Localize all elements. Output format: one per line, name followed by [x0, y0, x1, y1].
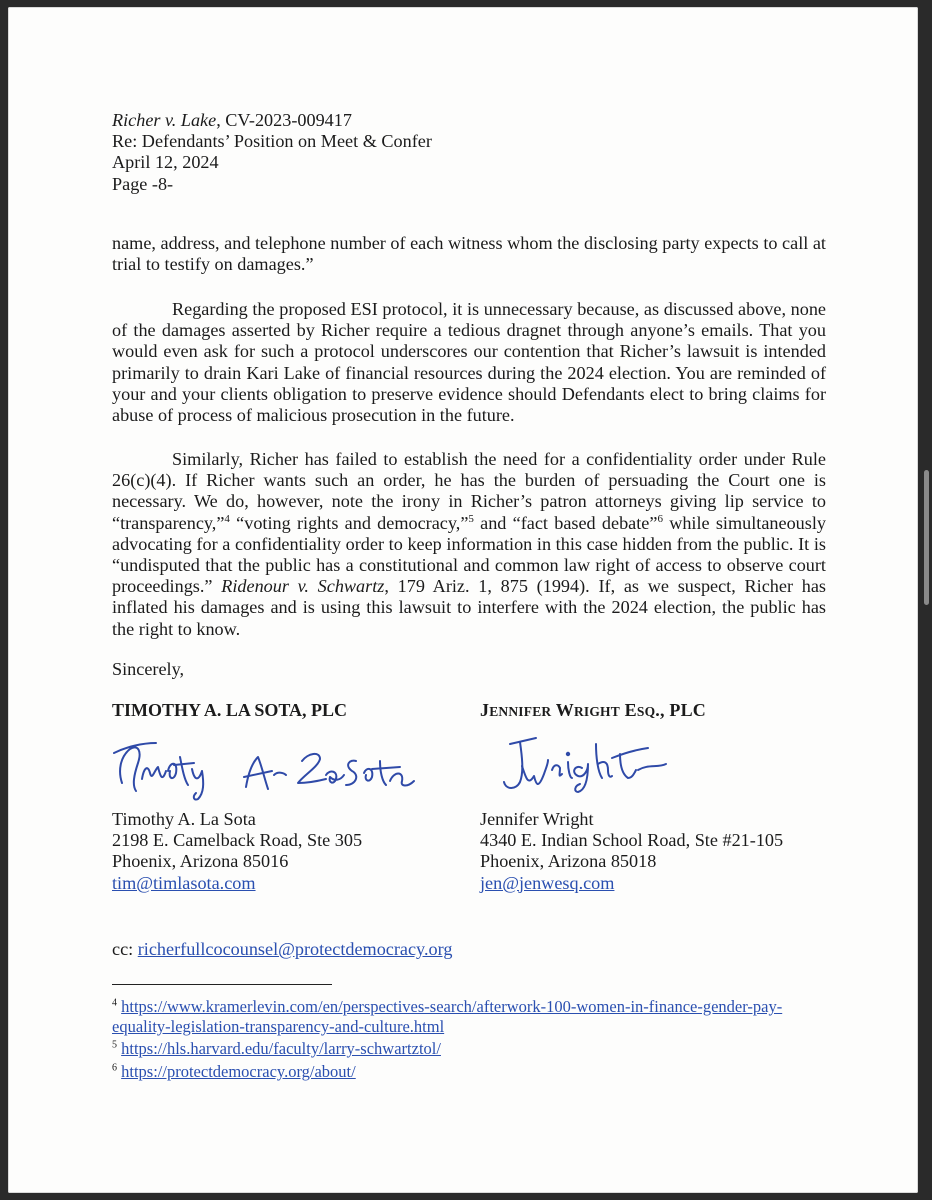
subject-line: Re: Defendants’ Position on Meet & Confer — [112, 131, 432, 152]
paragraph-1: name, address, and telephone number of each witness whom the disclosing party expects to call at trial to testify on damages.” — [112, 233, 826, 275]
paragraph-2: Regarding the proposed ESI protocol, it is unnecessary because, as discussed above, none of the damages asserted by Richer require a tedious dragnet through anyone’s emails. That you would even ask for such a protocol underscores our contention that Richer’s lawsuit is intended primarily to drain Kari Lake of financial resources during the 2024 election. You are reminded of your and your clients obligation to preserve evidence should Defendants elect to bring claims for abuse of process of malicious prosecution in the future. — [112, 299, 826, 426]
footnote-6-link[interactable]: https://protectdemocracy.org/about/ — [121, 1062, 356, 1081]
cc-label: cc: — [112, 939, 138, 959]
letter-header — [112, 110, 432, 195]
signature-left-text: Timothy A. La Sota — [108, 731, 116, 732]
footnote-6: $^6$ https://protectdemocracy.org/about/ — [112, 1062, 356, 1081]
signature-right — [498, 734, 688, 796]
case-name: Richer v. Lake — [112, 110, 217, 130]
address-line-1-left: 2198 E. Camelback Road, Ste 305 — [112, 830, 363, 851]
attorney-name-left: Timothy A. La Sota — [112, 809, 256, 829]
firm-name-right: JENNIFER WRIGHT ESQ., PLC — [480, 700, 706, 720]
email-link-right[interactable]: jen@jenwesq.com — [480, 872, 615, 893]
case-citation: Ridenour v. Schwartz — [221, 576, 385, 597]
letter-date: April 12, 2024 — [112, 152, 219, 173]
signature-block-right — [480, 809, 783, 894]
address-line-1-right: 4340 E. Indian School Road, Ste #21-105 — [480, 830, 784, 851]
signature-right-text: JWright — [498, 734, 502, 735]
signature-block-left — [112, 809, 362, 894]
footnote-5: $^5$ https://hls.harvard.edu/faculty/larry-schwartztol/ — [112, 1039, 441, 1058]
firm-name-left: TIMOTHY A. LA SOTA, PLC — [112, 700, 348, 720]
footnote-divider — [112, 984, 332, 985]
closing: Sincerely, — [112, 659, 185, 679]
email-link-left[interactable]: tim@timlasota.com — [112, 872, 256, 893]
document-page — [8, 7, 918, 1193]
cc-line — [112, 939, 452, 960]
footnote-ref-5: 5 — [468, 512, 474, 525]
cc-email-link[interactable]: richerfullcocounsel@protectdemocracy.org — [137, 939, 453, 959]
address-line-2-left: Phoenix, Arizona 85016 — [112, 851, 289, 872]
footnote-4: $^4$ https://www.kramerlevin.com/en/perspectives-search/afterwork-100-women-in-finance-gender-pay-equality-legislation-transparency-and-culture.html — [112, 997, 783, 1036]
paragraph-3: Similarly, Richer has failed to establish the need for a confidentiality order under Rule 26(c)(4). If Richer wants such an order, he has the burden of persuading the Court one is necessary. We do, however, note the irony in Richer’s patron attorneys giving lip service to “transparency,”$^4$ “voting rights and democracy,”$^5$ and “fact based debate”$^6$ while simultaneously advocating for a confidentiality order to keep information in this case hidden from the public. It is “undisputed that the public has a constitutional and common law right of access to observe court proceedings.” Ridenour v. Schwartz, 179 Ariz. 1, 875 (1994). If, as we suspect, Richer has inflated his damages and is using this lawsuit to interfere with the 2024 election, the public has the right to know. — [112, 449, 826, 639]
footnote-5-link[interactable]: https://hls.harvard.edu/faculty/larry-schwartztol/ — [121, 1039, 441, 1058]
footnote-4-link[interactable]: https://www.kramerlevin.com/en/perspectives-search/afterwork-100-women-in-finance-gender-pay-equality-legislation-transparency-and-culture.html — [112, 997, 783, 1036]
footnote-ref-6: 6 — [657, 512, 663, 525]
signature-left — [108, 731, 418, 803]
attorney-name-right: Jennifer Wright — [480, 809, 594, 829]
page-number: Page -8- — [112, 173, 174, 194]
address-line-2-right: Phoenix, Arizona 85018 — [480, 851, 657, 872]
case-number: , CV-2023-009417 — [216, 110, 352, 130]
footnote-ref-4: 4 — [224, 512, 230, 525]
scrollbar-thumb[interactable] — [924, 470, 929, 605]
